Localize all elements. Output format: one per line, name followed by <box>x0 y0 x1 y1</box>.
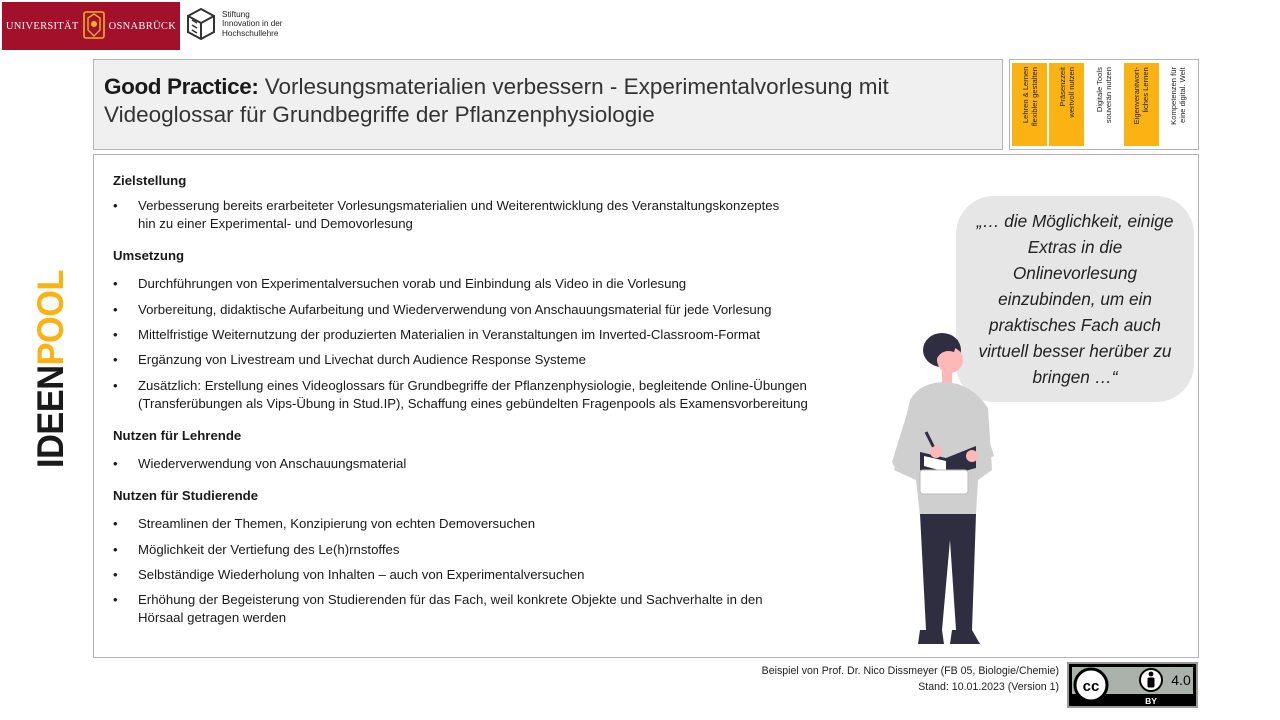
bullet-marker: • <box>113 198 118 213</box>
ideenpool-logo-dark: IDEEN <box>30 357 71 468</box>
bullet-marker: • <box>113 302 118 317</box>
footer-author: Beispiel von Prof. Dr. Nico Dissmeyer (FB 05, Biologie/Chemie) <box>761 665 1059 677</box>
university-logo <box>2 2 180 50</box>
tag-praesenzzeit: Präsenzzeit wertvoll nutzen <box>1049 63 1084 146</box>
ideenpool-logo-accent: POOL <box>30 262 71 366</box>
tag-eigenverantwortlich: Eigenverantwort- liches Lernen <box>1124 63 1159 146</box>
bullet-marker: • <box>113 352 118 367</box>
bullet-marker: • <box>113 516 118 531</box>
competence-tags <box>1009 59 1199 150</box>
section-title-umsetzung: Umsetzung <box>113 248 185 263</box>
title-prefix: Good Practice: <box>104 74 259 99</box>
footer-date: Stand: 10.01.2023 (Version 1) <box>918 681 1059 693</box>
page-title <box>93 59 1003 150</box>
svg-text:IDEENPOOL <box>30 262 71 468</box>
bullet-marker: • <box>113 378 118 393</box>
bullet-marker: • <box>113 456 118 471</box>
university-crest-icon <box>81 10 107 42</box>
bullet-marker: • <box>113 567 118 582</box>
list-item: • Selbständige Wiederholung von Inhalten – auch von Experimentalversuchen <box>113 567 585 582</box>
quote-text: „… die Möglichkeit, einige Extras in die Onlinevorlesung einzubinden, um ein praktisches Fach auch virtuell besser herüber zu bringen …“ <box>976 211 1174 387</box>
tag-lehren-lernen: Lehren & Lernen flexibler gestalten <box>1012 63 1047 146</box>
bullet-marker: • <box>113 327 118 342</box>
cc-license-badge[interactable] <box>1067 662 1198 708</box>
cc-by-label: BY <box>1145 696 1157 706</box>
stiftung-logo <box>186 6 283 42</box>
list-item: • Ergänzung von Livestream und Livechat durch Audience Response Systeme <box>113 352 586 367</box>
list-item: • Erhöhung der Begeisterung von Studierenden für das Fach, weil konkrete Objekte und Sachverhalte in den Hörsaal getragen werden <box>113 592 763 625</box>
section-title-nutzen-lehrende: Nutzen für Lehrende <box>113 428 242 443</box>
stiftung-cube-icon <box>186 7 216 41</box>
footer-credits <box>762 663 1059 695</box>
bullet-marker: • <box>113 276 118 291</box>
stiftung-name: Stiftung Innovation in der Hochschullehre <box>222 9 283 38</box>
list-item: • Vorbereitung, didaktische Aufarbeitung und Wiederverwendung von Anschauungsmaterial für jede Vorlesung <box>113 302 772 317</box>
list-item: • Wiederverwendung von Anschauungsmaterial <box>113 456 407 471</box>
list-item: • Möglichkeit der Vertiefung des Le(h)rnstoffes <box>113 542 400 557</box>
title-line-1: Vorlesungsmaterialien verbessern - Experimentalvorlesung mit <box>258 74 889 99</box>
tag-kompetenzen: Kompetenzen für eine digital. Welt <box>1169 67 1188 125</box>
list-item: • Verbesserung bereits erarbeiteter Vorlesungsmaterialien und Weiterentwicklung des Veranstaltungskonzeptes hin zu einer Experimental- und Demovorlesung <box>113 198 780 231</box>
cc-icon-label: cc <box>1082 678 1100 695</box>
list-item: • Streamlinen der Themen, Konzipierung von echten Demoversuchen <box>113 516 536 531</box>
list-item: • Zusätzlich: Erstellung eines Videoglossars für Grundbegriffe der Pflanzenphysiologie, begleitende Online-Übungen (Transferübungen als Vips-Übung in Stud.IP), Schaffung eines gebündelten Fragenpools als Examensvorbereitung <box>113 378 808 411</box>
list-item: • Durchführungen von Experimentalversuchen vorab und Einbindung als Video in die Vorlesung <box>113 276 687 291</box>
bullet-marker: • <box>113 542 118 557</box>
university-name-left: UNIVERSITÄT <box>5 20 79 32</box>
section-title-zielstellung: Zielstellung <box>113 173 187 188</box>
bullet-marker: • <box>113 592 118 607</box>
cc-version: 4.0 <box>1171 672 1191 688</box>
person-reading-illustration <box>880 330 1000 660</box>
section-title-nutzen-studierende: Nutzen für Studierende <box>113 488 259 503</box>
title-line-2: Videoglossar für Grundbegriffe der Pflanzenphysiologie <box>104 102 655 127</box>
list-item: • Mittelfristige Weiternutzung der produzierten Materialien in Veranstaltungen im Inverted-Classroom-Format <box>113 327 761 342</box>
ideenpool-logo <box>30 262 71 468</box>
university-name-right: OSNABRÜCK <box>108 20 177 32</box>
tag-digitale-tools: Digitale Tools souverän nutzen <box>1095 67 1113 124</box>
